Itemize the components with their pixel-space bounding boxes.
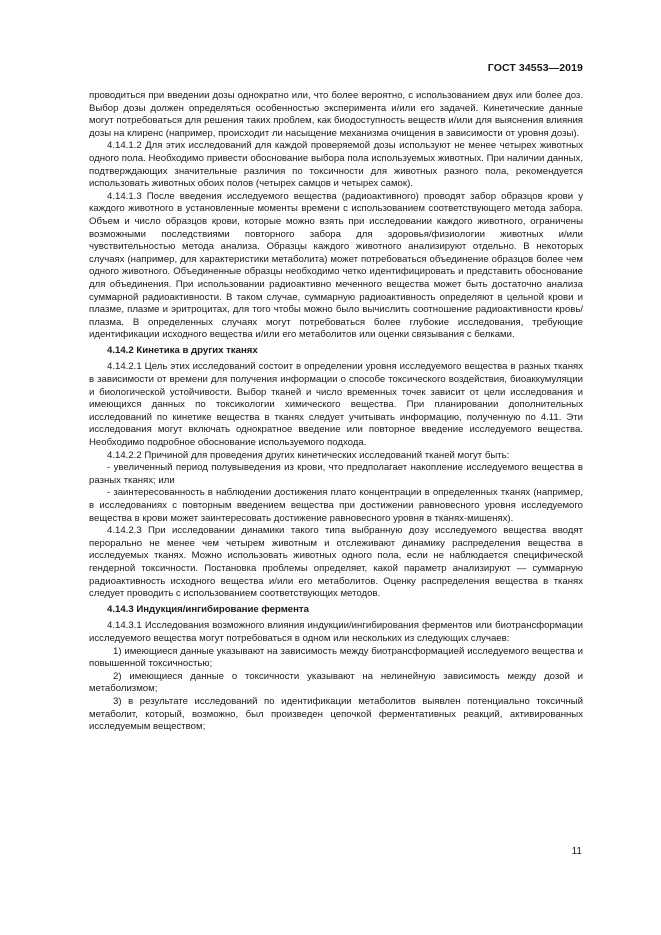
paragraph-4-14-1-3: 4.14.1.3 После введения исследуемого вещества (радиоактивного) проводят забор образцов крови у каждого животного в установленные моменты времени с использованием соответствующего метода забора. Объем и число образцов крови, которые можно взять при исследовании каждого животного, ограничены возможными последствиями повторного забора для здоровья/физиологии животных и/или чувствительностью метода анализа. Образцы каждого животного анализируют отдельно. В некоторых случаях (например, для характеристики метаболита) может потребоваться объединение образцов более чем одного животного. Объединенные образцы необходимо четко идентифицировать и представить обоснование для объединения. При использовании радиоактивно меченного вещества может быть достаточно анализа суммарной радиоактивности. В таком случае, суммарную радиоактивность определяют в цельной крови и плазме, плазме и эритроцитах, для того чтобы можно было вычислить соотношение радиоактивности кровь/плазма. В определенных случаях могут потребоваться более глубокие исследования, требующие идентификации исходного вещества и/или его метаболитов или оценки связывания с белками. <box>89 190 583 341</box>
section-heading-4-14-2: 4.14.2 Кинетика в других тканях <box>107 344 258 356</box>
list-item-dash: - заинтересованность в наблюдении достижения плато концентрации в определенных тканях (например, в исследованиях с повторным введением вещества при достижении равновесного уровня исследуемого вещества в крови может заинтересовать достижение равновесного уровня в тканях-мишенях). <box>89 487 583 524</box>
page-number: 11 <box>571 846 582 857</box>
list-item-dash: - увеличенный период полувыведения из крови, что предполагает накопление исследуемого вещества в разных тканях; или <box>89 462 583 486</box>
list-item-numbered: 3) в результате исследований по идентификации метаболитов выявлен потенциально токсичный метаболит, который, возможно, был произведен цепочкой ферментативных реакций, активированных исследуемым веществом; <box>89 695 583 733</box>
document-body <box>89 90 583 734</box>
list-item-numbered: 2) имеющиеся данные о токсичности указывают на нелинейную зависимость между дозой и метаболизмом; <box>89 670 583 695</box>
standard-code-header: ГОСТ 34553—2019 <box>487 62 583 74</box>
paragraph-4-14-2-3: 4.14.2.3 При исследовании динамики такого типа выбранную дозу исследуемого вещества вводят перорально не менее чем четырем животным и отслеживают динамику распределения вещества в исследуемых тканях. Можно использовать животных одного пола, если не наблюдается специфической гендерной токсичности. Постановка проблемы определяет, какой параметр анализируют — суммарную радиоактивность исходного вещества и/или его метаболитов. Оценку распределения вещества в тканях следует проводить с использованием соответствующих методов. <box>89 525 583 600</box>
paragraph-4-14-1-2: 4.14.1.2 Для этих исследований для каждой проверяемой дозы используют не менее четырех животных одного пола. Необходимо привести обоснование выбора пола используемых животных. При наличии данных, подтверждающих значительные различия по токсичности для животных разного пола, рекомендуется использовать животных обоих полов (четырех самцов и четырех самок). <box>89 140 583 190</box>
list-item-numbered: 1) имеющиеся данные указывают на зависимость между биотрансформацией исследуемого вещества и повышенной токсичностью; <box>89 645 583 670</box>
paragraph-4-14-2-1: 4.14.2.1 Цель этих исследований состоит в определении уровня исследуемого вещества в разных тканях в зависимости от времени для получения информации о способе токсического воздействия, биоаккумуляции и биологической устойчивости. Выбор тканей и число временных точек зависит от цели исследования и имеющихся данных по токсикологии химического вещества. При планировании дополнительных исследований по кинетике вещества в тканях следует учитывать информацию, полученную по 4.11. Эти исследования могут включать однократное введение или повторное введение исследуемого вещества. Необходимо подробное обоснование используемого подхода. <box>89 361 583 449</box>
section-heading-4-14-3: 4.14.3 Индукция/ингибирование фермента <box>107 603 309 615</box>
paragraph-4-14-3-1: 4.14.3.1 Исследования возможного влияния индукции/ингибирования ферментов или биотрансформации исследуемого вещества могут потребоваться в одном или нескольких из следующих случаев: <box>89 620 583 644</box>
paragraph: проводиться при введении дозы однократно или, что более вероятно, с использованием двух или более доз. Выбор дозы должен определяться особенностью эксперимента и/или его задачей. Кинетические данные могут потребоваться для решения таких проблем, как биодоступность веществ и/или для выяснения влияния дозы на клиренс (например, происходит ли насыщение механизма очищения в зависимости от уровня дозы). <box>89 90 583 139</box>
paragraph-4-14-2-2: 4.14.2.2 Причиной для проведения других кинетических исследований тканей могут быть: <box>107 449 510 461</box>
